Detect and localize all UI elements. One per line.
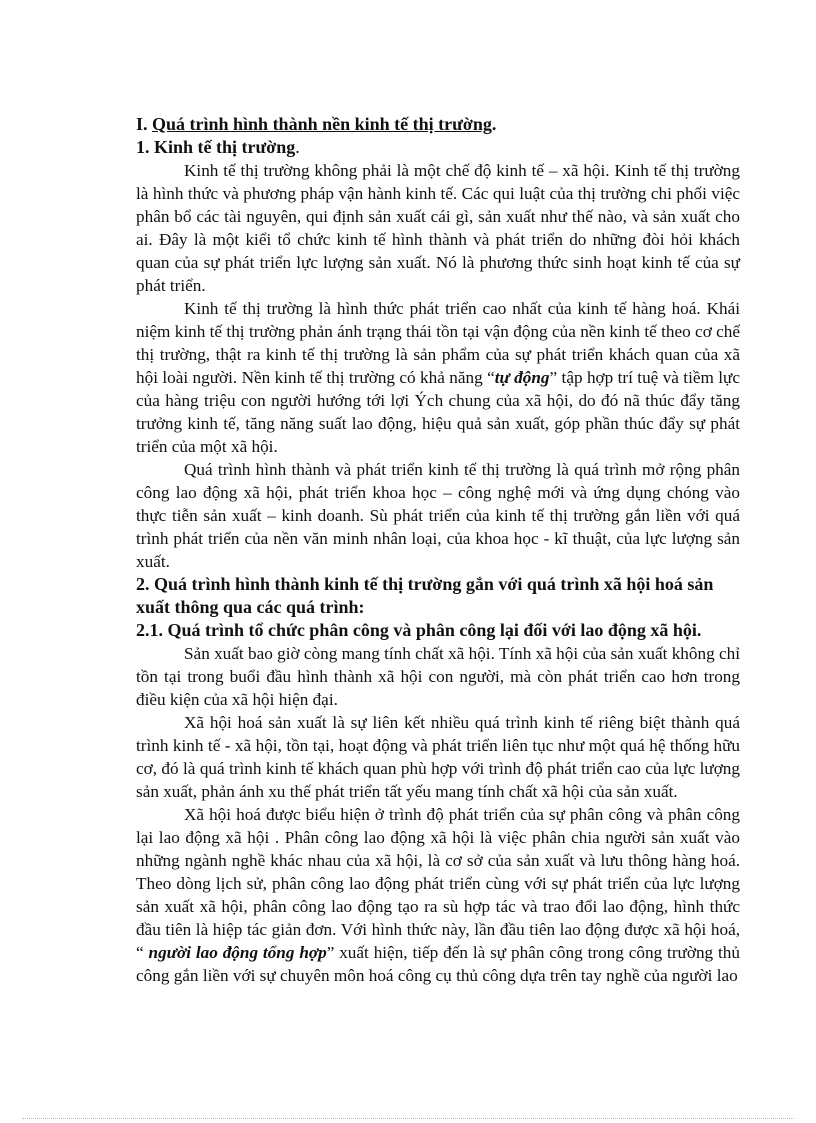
paragraph-2-b: ” tập hợp trí tuệ và tiềm lực của hàng triệu con người hướng tới lợi Ých chung của xã hội, do đó nã thúc đẩy tăng trưởng kinh tế, tăng năng suất lao động, hiệu quả sản xuất, góp phần thúc đẩy sự phát triển của một xã hội. [136,368,740,456]
paragraph-2 [136,297,740,458]
subheading-1 [136,136,740,159]
paragraph-6-emphasis: người lao động tổng hợp [148,943,327,962]
paragraph-6-b: ” xuất hiện, tiếp đến là sự phân công trong công trường thủ công gắn liền với sự chuyên môn hoá công cụ thủ công dựa trên tay nghề của người lao [136,943,740,985]
paragraph-4: Sản xuất bao giờ còng mang tính chất xã hội. Tính xã hội của sản xuất không chỉ tồn tại trong buổi đầu hình thành xã hội con người, mà còn phát triển cao hơn trong điều kiện của xã hội hiện đại. [136,644,740,709]
paragraph-6-a: Xã hội hoá được biểu hiện ở trình độ phát triển của sự phân công và phân công lại lao động xã hội . Phân công lao động xã hội là việc phân chia người sản xuất vào những ngành nghề khác nhau của xã hội, là cơ sở của sản xuất và lưu thông hàng hoá. Theo dòng lịch sử, phân công lao động phát triển cùng với sự phát triển của lực lượng sản xuất xã hội, phân công lao động tạo ra sù hợp tác và trao đổi lao động, hình thức đầu tiên là hiệp tác giản đơn. Với hình thức này, lần đầu tiên lao động được xã hội hoá, “ [136,805,740,962]
paragraph-6 [136,803,740,987]
subheading-1-end: . [295,137,300,157]
paragraph-5: Xã hội hoá sản xuất là sự liên kết nhiều quá trình kinh tế riêng biệt thành quá trình kinh tế - xã hội, tồn tại, hoạt động và phát triển liên tục như một quá hệ thống hữu cơ, đó là quá trình kinh tế khách quan phù hợp với trình độ phát triển cao của lực lượng sản xuất, phản ánh xu thế phát triển tất yếu mang tính chất xã hội của sản xuất. [136,713,740,801]
page-bottom-divider [22,1118,794,1119]
section-heading [136,113,740,136]
section-number: I. [136,114,153,134]
subheading-2-1: 2.1. Quá trình tổ chức phân công và phân công lại đối với lao động xã hội. [136,620,702,640]
section-title-end: . [491,114,497,134]
paragraph-1: Kinh tế thị trường không phải là một chế độ kinh tế – xã hội. Kinh tế thị trường là hình thức và phương pháp vận hành kinh tế. Các qui luật của thị trường chi phối việc phân bổ các tài nguyên, qui định sản xuất cái gì, sản xuất như thế nào, và sản xuất cho ai. Đây là một kiểi tổ chức kinh tế hình thành và phát triển do những đòi hỏi khách quan của sự phát triển lực lượng sản xuất. Nó là phương thức sinh hoạt kinh tế của sự phát triển. [136,161,740,295]
subheading-2: 2. Quá trình hình thành kinh tế thị trường gắn với quá trình xã hội hoá sản xuất thông qua các quá trình: [136,574,714,617]
paragraph-2-a: Kinh tế thị trường là hình thức phát triển cao nhất của kinh tế hàng hoá. Khái niệm kinh tế thị trường phản ánh trạng thái tồn tại vận động của nền kinh tế theo cơ chế thị trường, thật ra kinh tế thị trường là sản phẩm của sự phát triển khách quan của xã hội loài người. Nền kinh tế thị trường có khả năng “ [136,299,740,387]
document-page [136,113,740,987]
subheading-1-text: 1. Kinh tế thị trường [136,137,296,157]
paragraph-2-emphasis: tự động [494,368,550,387]
paragraph-3: Quá trình hình thành và phát triển kinh tế thị trường là quá trình mở rộng phân công lao động xã hội, phát triển khoa học – công nghệ mới và ứng dụng chóng vào thực tiễn sản xuất – kinh doanh. Sù phát triển của kinh tế thị trường gắn liền với quá trình phát triển của nền văn minh nhân loại, của khoa học - kĩ thuật, của lực lượng sản xuất. [136,460,740,571]
section-title: Quá trình hình thành nền kinh tế thị trường [152,114,492,134]
